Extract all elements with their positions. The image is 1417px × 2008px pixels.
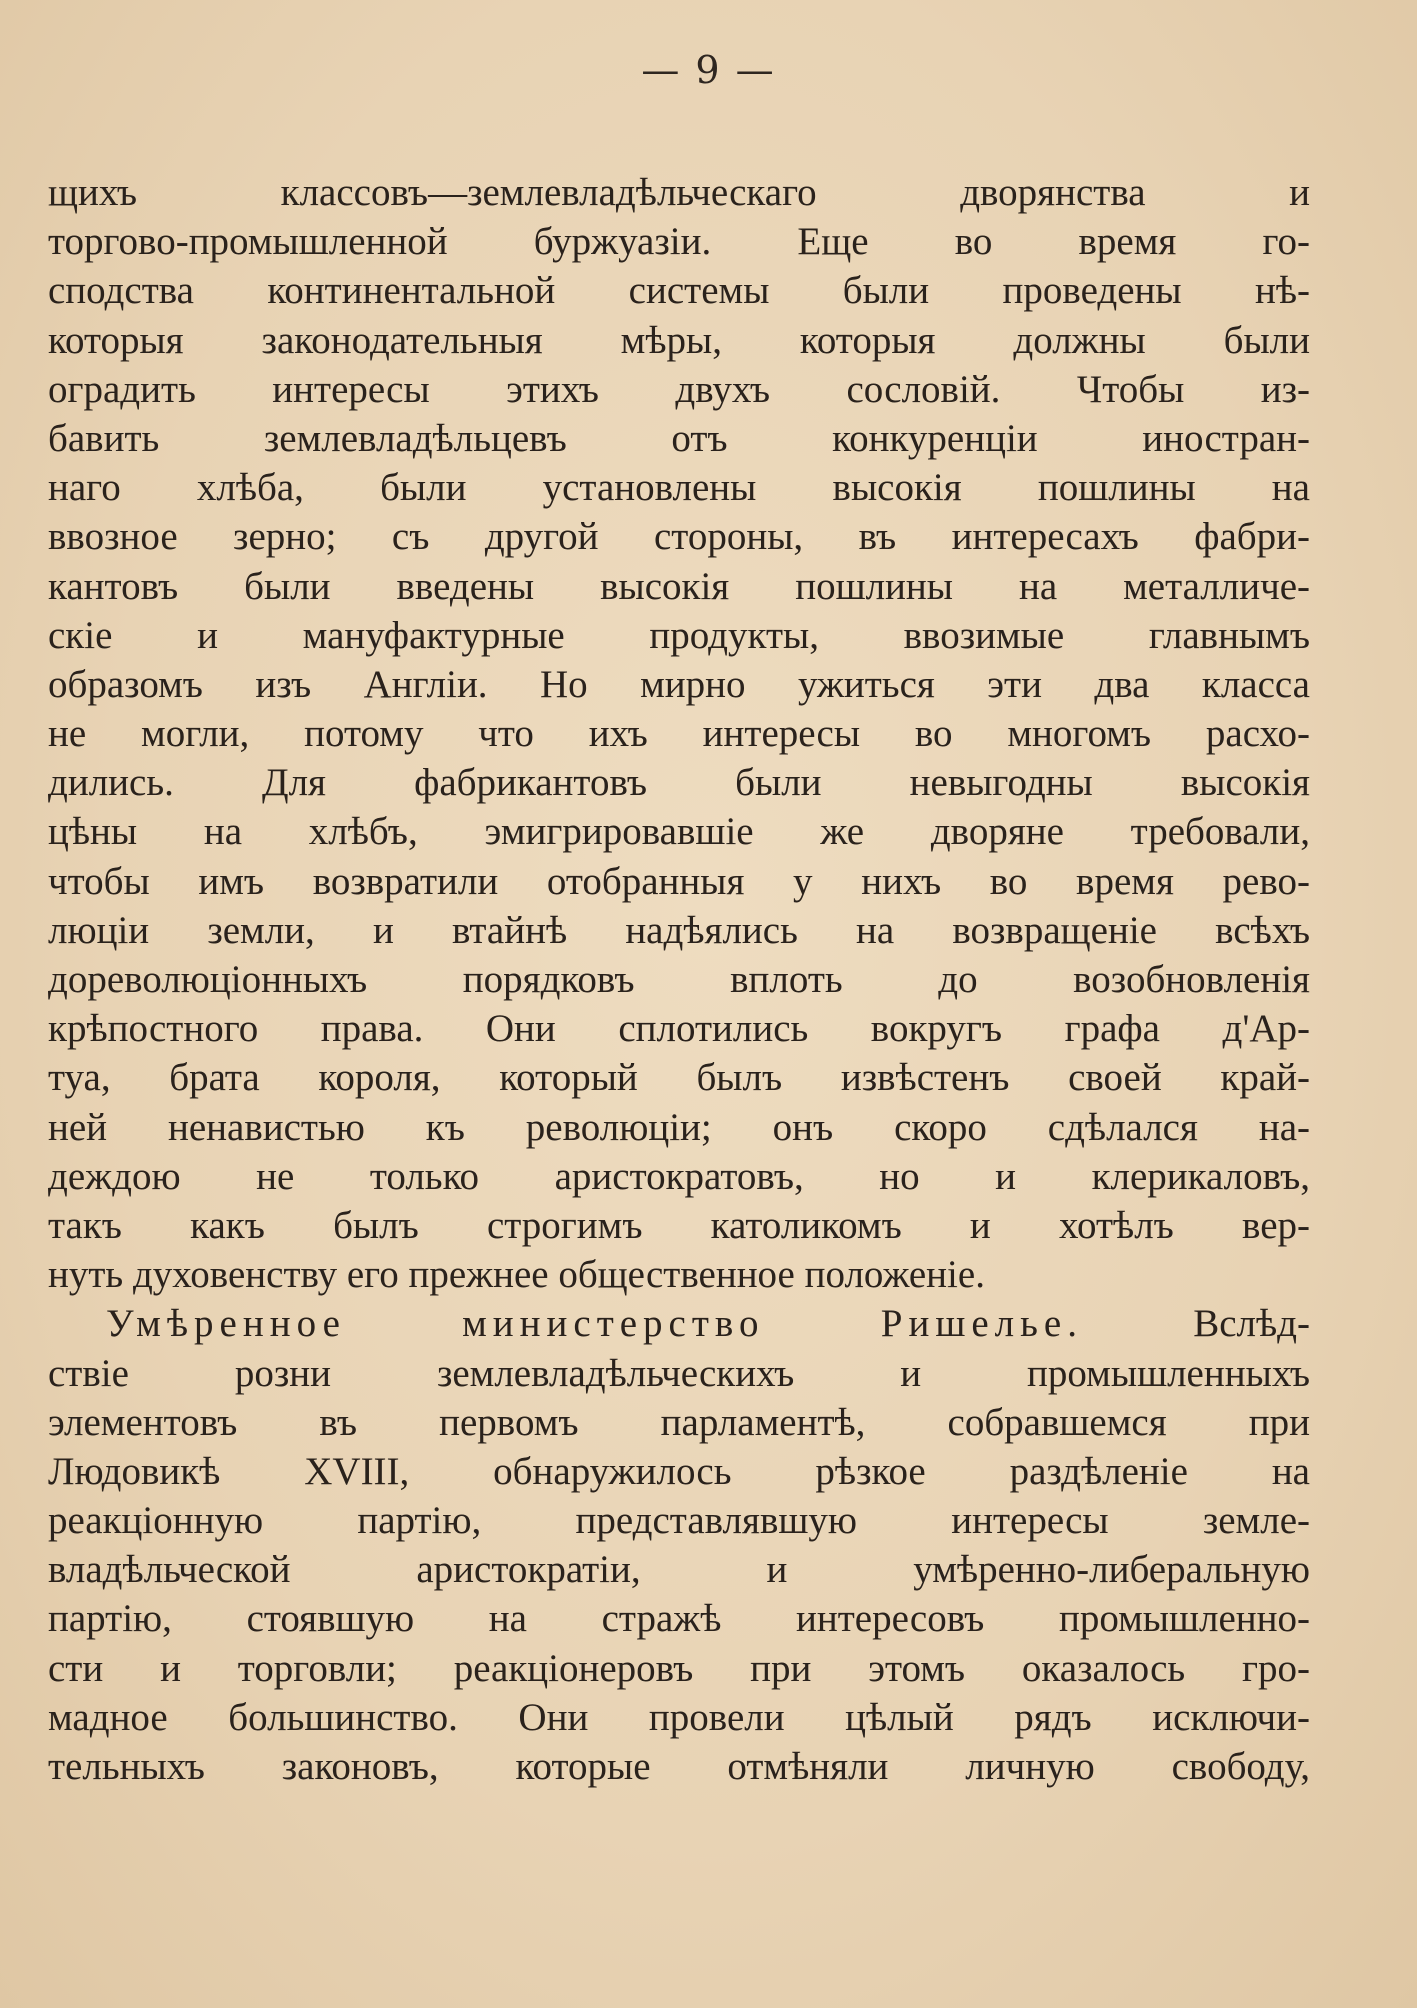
text-line: торгово-промышленной буржуазіи. Еще во время го-: [48, 220, 1310, 264]
text-line: которыя законодательныя мѣры, которыя должны были: [48, 318, 1310, 362]
text-line: ствіе розни землевладѣльческихъ и промышленныхъ: [48, 1351, 1310, 1395]
paragraph-2: [48, 1299, 1310, 1791]
page-number: — 9 —: [641, 48, 776, 92]
text-line: сти и торговли; реакціонеровъ при этомъ оказалось гро-: [48, 1646, 1310, 1690]
text-line: бавить землевладѣльцевъ отъ конкуренціи иностран-: [48, 416, 1310, 460]
body-text: [48, 168, 1310, 1791]
text-line: дились. Для фабрикантовъ были невыгодны высокія: [48, 761, 1310, 805]
text-line: владѣльческой аристократіи, и умѣренно-либеральную: [48, 1548, 1310, 1592]
text-line: оградить интересы этихъ двухъ сословій. Чтобы из-: [48, 367, 1310, 411]
text-line: чтобы имъ возвратили отобранныя у нихъ во время рево-: [48, 859, 1310, 903]
text-line: тельныхъ законовъ, которые отмѣняли личную свободу,: [48, 1745, 1310, 1788]
text-line: крѣпостного права. Они сплотились вокругъ графа д'Ар-: [48, 1007, 1310, 1051]
text-line: наго хлѣба, были установлены высокія пошлины на: [48, 466, 1310, 510]
text-line: ней ненавистью къ революціи; онъ скоро сдѣлался на-: [48, 1105, 1310, 1149]
text-line: элементовъ въ первомъ парламентѣ, собравшемся при: [48, 1400, 1310, 1444]
text-line: нуть духовенству его прежнее общественное положеніе.: [48, 1253, 985, 1297]
text-line: скіе и мануфактурные продукты, ввозимые главнымъ: [48, 613, 1310, 657]
text-line: деждою не только аристократовъ, но и клерикаловъ,: [48, 1154, 1310, 1198]
text-line: щихъ классовъ—землевладѣльческаго дворянства и: [48, 171, 1310, 214]
text-line: сподства континентальной системы были проведены нѣ-: [48, 269, 1310, 313]
text-line: образомъ изъ Англіи. Но мирно ужиться эти два класса: [48, 662, 1310, 706]
text-line: цѣны на хлѣбъ, эмигрировавшіе же дворяне требовали,: [48, 810, 1310, 854]
paragraph-1: [48, 168, 1310, 1299]
section-heading-line: Умѣренное министерство Ришелье. Вслѣд-: [106, 1302, 1310, 1346]
text-line: ввозное зерно; съ другой стороны, въ интересахъ фабри-: [48, 515, 1310, 559]
text-line: такъ какъ былъ строгимъ католикомъ и хотѣлъ вер-: [48, 1203, 1310, 1247]
text-line: Людовикѣ XVIII, обнаружилось рѣзкое раздѣленіе на: [48, 1449, 1310, 1493]
text-line: люціи земли, и втайнѣ надѣялись на возвращеніе всѣхъ: [48, 908, 1310, 952]
text-line: реакціонную партію, представлявшую интересы земле-: [48, 1499, 1310, 1543]
text-line: дореволюціонныхъ порядковъ вплоть до возобновленія: [48, 958, 1310, 1001]
text-line: туа, брата короля, который былъ извѣстенъ своей край-: [48, 1056, 1310, 1100]
text-line: партію, стоявшую на стражѣ интересовъ промышленно-: [48, 1597, 1310, 1641]
text-line: мадное большинство. Они провели цѣлый рядъ исключи-: [48, 1695, 1310, 1739]
text-line: не могли, потому что ихъ интересы во многомъ расхо-: [48, 712, 1310, 756]
text-line: кантовъ были введены высокія пошлины на металличе-: [48, 564, 1310, 608]
